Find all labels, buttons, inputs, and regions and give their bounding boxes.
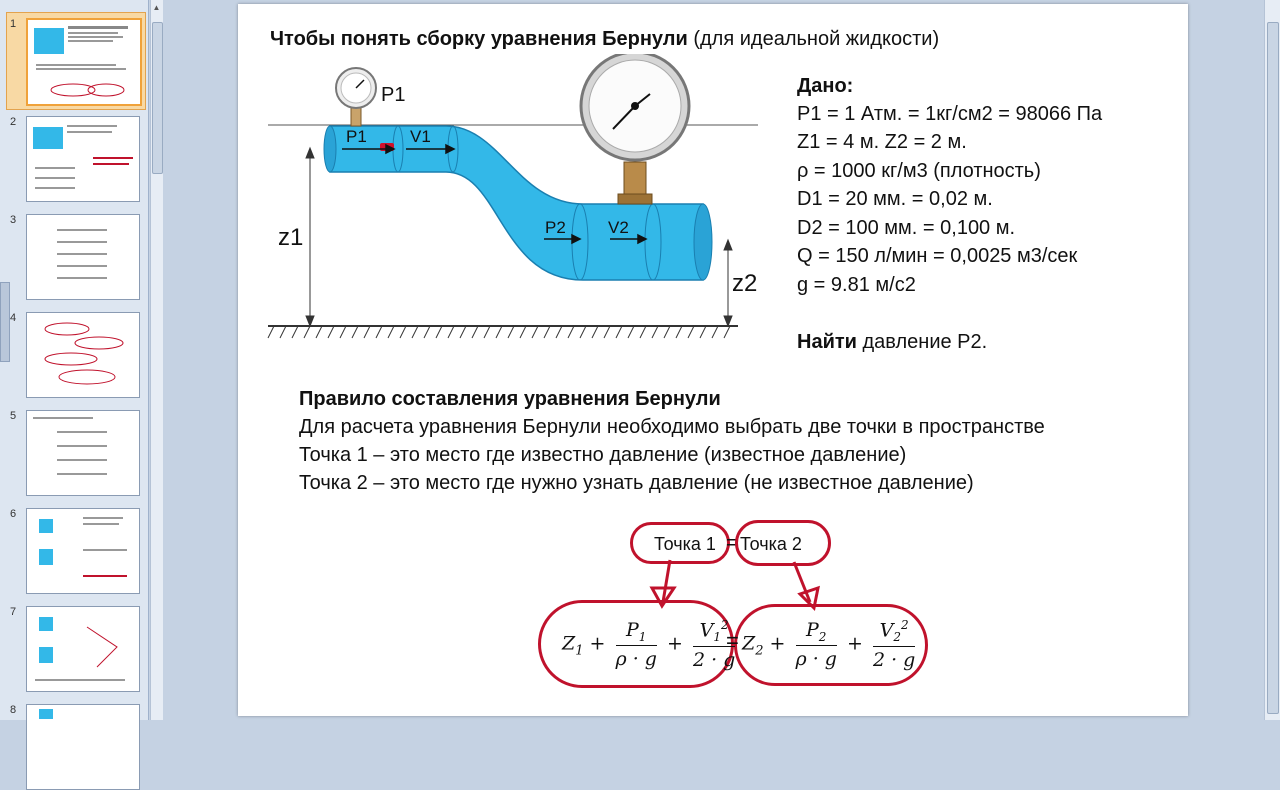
- given-line-1: P1 = 1 Атм. = 1кг/см2 = 98066 Па: [797, 103, 1103, 125]
- slide-number: 4: [10, 312, 17, 324]
- pane-splitter-handle[interactable]: [0, 282, 10, 362]
- given-line-6: Q = 150 л/мин = 0,0025 м3/сек: [797, 245, 1078, 267]
- pipe-p2-label: P2: [545, 218, 566, 237]
- given-heading: Дано:: [797, 75, 854, 97]
- slide-scrollbar[interactable]: [1264, 0, 1280, 720]
- slide-number: 3: [10, 214, 17, 226]
- rule-line-3: Точка 2 – это место где нужно узнать давление (не известное давление): [299, 472, 974, 494]
- point1-label: Точка 1: [654, 534, 716, 554]
- slide-thumbnail-pane[interactable]: [0, 0, 149, 720]
- slide-thumbnail-4[interactable]: [26, 312, 140, 398]
- scroll-up-icon[interactable]: ▲: [152, 3, 161, 12]
- given-line-7: g = 9.81 м/с2: [797, 274, 916, 296]
- scrollbar-thumb[interactable]: [1267, 22, 1279, 714]
- z2-label: z2: [732, 270, 758, 297]
- given-line-3: ρ = 1000 кг/м3 (плотность): [797, 160, 1041, 182]
- rule-line-2: Точка 1 – это место где известно давление (известное давление): [299, 444, 907, 466]
- point2-label: Точка 2: [740, 534, 802, 554]
- find-line: Найти давление P2.: [797, 331, 988, 353]
- given-line-4: D1 = 20 мм. = 0,02 м.: [797, 188, 993, 210]
- slide-thumbnail-2[interactable]: [26, 116, 140, 202]
- slide-number: 1: [10, 18, 17, 30]
- thumbnail-scrollbar[interactable]: [150, 0, 163, 720]
- slide-thumbnail-6[interactable]: [26, 508, 140, 594]
- scrollbar-thumb[interactable]: [152, 22, 163, 174]
- slide-number: 6: [10, 508, 17, 520]
- equations-equal-sign: =: [726, 628, 739, 653]
- bernoulli-left-side: $Z_1$ + $\frac{P_1}{\rho \cdot g}$ + $\frac{V_1^2}{2 \cdot g}$: [562, 618, 736, 672]
- slide-canvas: [238, 4, 1188, 716]
- rule-heading: Правило составления уравнения Бернули: [299, 388, 721, 410]
- slide-thumbnail-8[interactable]: [26, 704, 140, 790]
- bernoulli-right-side: $Z_2$ + $\frac{P_2}{\rho \cdot g}$ + $\frac{V_2^2}{2 \cdot g}$: [742, 618, 916, 672]
- gauge-p1-label: P1: [381, 84, 406, 106]
- given-line-2: Z1 = 4 м. Z2 = 2 м.: [797, 131, 967, 153]
- rule-line-1: Для расчета уравнения Бернули необходимо выбрать две точки в пространстве: [299, 416, 1045, 438]
- slide-thumbnail-5[interactable]: [26, 410, 140, 496]
- slide-number: 2: [10, 116, 17, 128]
- pipe-p1-label: P1: [346, 127, 367, 146]
- slide-thumbnail-3[interactable]: [26, 214, 140, 300]
- slide-number: 8: [10, 704, 17, 716]
- slide-title: Чтобы понять сборку уравнения Бернули (для идеальной жидкости): [270, 28, 940, 50]
- points-equal-sign: =: [726, 532, 738, 554]
- slide-number: 7: [10, 606, 17, 618]
- z1-label: z1: [278, 224, 304, 251]
- slide-number: 5: [10, 410, 17, 422]
- slide-thumbnail-1[interactable]: [26, 18, 142, 106]
- pipe-v1-label: V1: [410, 127, 431, 146]
- pipe-v2-label: V2: [608, 218, 629, 237]
- slide-thumbnail-7[interactable]: [26, 606, 140, 692]
- given-line-5: D2 = 100 мм. = 0,100 м.: [797, 217, 1016, 239]
